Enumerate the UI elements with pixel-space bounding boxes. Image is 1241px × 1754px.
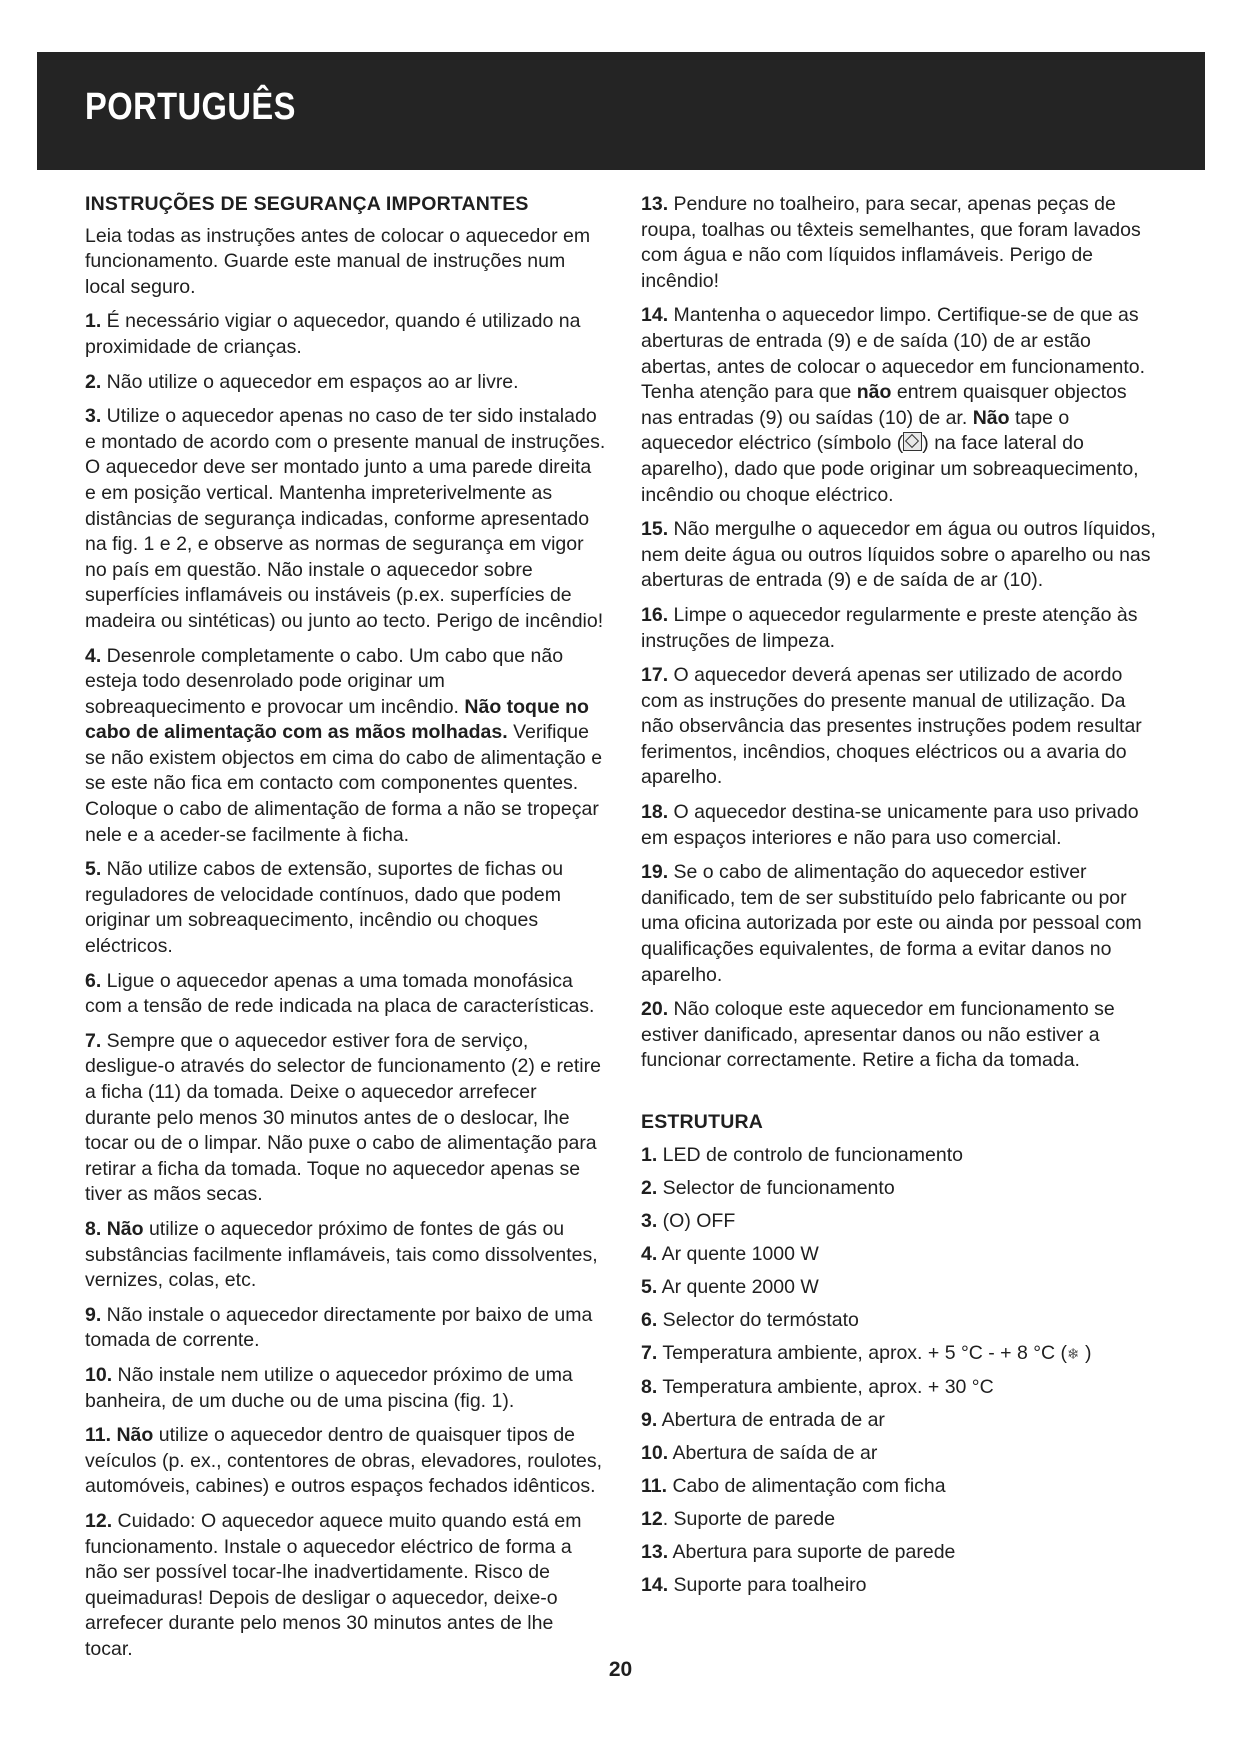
item-text: (O) OFF (657, 1209, 736, 1232)
item-number: 4. (85, 644, 102, 667)
item-text: ) (1085, 1341, 1092, 1364)
item-number: 12 (641, 1507, 663, 1530)
list-item (641, 1506, 1161, 1532)
safety-intro: Leia todas as instruções antes de colocar o aquecedor em funcionamento. Guarde este manual de instruções num local seguro. (85, 224, 591, 298)
item-number: 8. (85, 1217, 102, 1240)
no-cover-icon (903, 432, 922, 451)
item-number: 20. (641, 998, 669, 1021)
item-text: utilize o aquecedor próximo de fontes de gás ou substâncias facilmente inflamáveis, tais como dissolventes, vernizes, colas, etc. (85, 1217, 598, 1292)
item-text: Temperatura ambiente, aprox. + 30 °C (657, 1375, 994, 1398)
safety-heading: INSTRUÇÕES DE SEGURANÇA IMPORTANTES (85, 193, 529, 215)
item-text: utilize o aquecedor dentro de quaisquer tipos de veículos (p. ex., contentores de obras, elevadores, roulotes, automóveis, cabines) e outros espaços fechados idênticos. (85, 1424, 603, 1498)
item-text: Abertura para suporte de parede (668, 1540, 956, 1563)
item-number: 17. (641, 664, 669, 687)
item-number: 9. (641, 1408, 658, 1431)
item-number: 6. (85, 969, 102, 992)
list-item (641, 1175, 1161, 1201)
list-item (641, 1307, 1161, 1333)
item-number: 2. (641, 1176, 658, 1199)
list-item (641, 1340, 1161, 1367)
page-number: 20 (608, 1658, 633, 1681)
item-text: O aquecedor destina-se unicamente para uso privado em espaços interiores e não para uso comercial. (641, 801, 1139, 849)
structure-list (641, 1142, 1161, 1598)
item-text: Não coloque este aquecedor em funcionamento se estiver danificado, apresentar danos ou não estiver a funcionar correctamente. Retire a ficha da tomada. (641, 998, 1115, 1072)
safety-item-2 (85, 370, 606, 396)
item-warning: Não (972, 406, 1010, 429)
item-text: Ar quente 2000 W (657, 1275, 819, 1298)
item-number: 18. (641, 801, 669, 824)
safety-item-14 (641, 303, 1161, 508)
item-number: 7. (641, 1341, 658, 1364)
structure-section (641, 1110, 1161, 1598)
item-number: 16. (641, 603, 669, 626)
item-number: 12. (85, 1509, 113, 1532)
item-text: Não instale nem utilize o aquecedor próximo de uma banheira, de um duche ou de uma piscina (fig. 1). (85, 1363, 573, 1412)
list-item (641, 1208, 1161, 1234)
item-text: Ar quente 1000 W (657, 1242, 819, 1265)
item-text: ) na face lateral do aparelho), dado que pode originar um sobreaquecimento, incêndio ou choque eléctrico. (641, 432, 1139, 506)
item-text: Não instale o aquecedor directamente por baixo de uma tomada de corrente. (85, 1303, 593, 1352)
item-text: É necessário vigiar o aquecedor, quando é utilizado na proximidade de crianças. (85, 310, 581, 358)
item-text: Não mergulhe o aquecedor em água ou outros líquidos, nem deite água ou outros líquidos sobre o aparelho ou nas aberturas de entrada (9) e de saída de ar (10). (641, 518, 1156, 592)
safety-item-8 (85, 1217, 606, 1294)
list-item (641, 1374, 1161, 1400)
safety-item-5 (85, 857, 606, 959)
list-item (641, 1572, 1161, 1598)
item-warning: não (856, 381, 892, 404)
item-warning: Não (116, 1424, 154, 1447)
list-item (641, 1473, 1161, 1499)
item-number: 1. (85, 310, 102, 333)
item-text: Utilize o aquecedor apenas no caso de ter sido instalado e montado de acordo com o presente manual de instruções. O aquecedor deve ser montado junto a uma parede direita e em posição vertical. Mantenha impreterivelmente as distâncias de segurança indicadas, conforme apresentado na fig. 1 e 2, e observe as normas de segurança em vigor no país em questão. Não instale o aquecedor sobre superfícies inflamáveis ou instáveis (p.ex. superfícies de madeira ou sintéticas) ou junto ao tecto. Perigo de incêndio! (85, 405, 606, 632)
safety-item-12 (85, 1509, 606, 1663)
safety-item-18 (641, 800, 1161, 851)
safety-item-3 (85, 404, 606, 634)
item-number: 3. (641, 1209, 658, 1232)
safety-item-11 (85, 1423, 606, 1500)
frost-icon: ❄ (1067, 1344, 1080, 1363)
item-text: Temperatura ambiente, aprox. + 5 °C - + 8 °C ( (657, 1341, 1068, 1364)
safety-item-7 (85, 1029, 606, 1208)
item-text: Abertura de saída de ar (668, 1441, 878, 1464)
item-number: 14. (641, 1573, 669, 1596)
item-text: Limpe o aquecedor regularmente e preste atenção às instruções de limpeza. (641, 603, 1138, 652)
item-number: 10. (641, 1441, 669, 1464)
item-text: tape o aquecedor eléctrico (símbolo ( (641, 406, 1070, 455)
item-text: Se o cabo de alimentação do aquecedor estiver danificado, tem de ser substituído pelo fabricante ou por uma oficina autorizada por este ou ainda por pessoal com qualificações equivalentes, de forma a evitar danos no aparelho. (641, 861, 1142, 986)
item-number: 11. (85, 1424, 112, 1447)
item-warning: Não (106, 1217, 144, 1240)
item-number: 10. (85, 1363, 113, 1386)
safety-item-16 (641, 603, 1161, 654)
page-title: PORTUGUÊS (85, 86, 296, 128)
item-text: Não utilize o aquecedor em espaços ao ar livre. (101, 370, 519, 393)
item-number: 2. (85, 370, 102, 393)
item-text: Mantenha o aquecedor limpo. Certifique-se de que as aberturas de entrada (9) e de saída (10) de ar estão abertas, antes de colocar o aquecedor em funcionamento. Tenha atenção para que (641, 304, 1146, 404)
item-text: Não utilize cabos de extensão, suportes de fichas ou reguladores de velocidade contínuos, dado que podem originar um sobreaquecimento, incêndio ou choques eléctricos. (85, 858, 564, 958)
item-text: . Suporte de parede (662, 1507, 836, 1530)
left-column (85, 192, 606, 1671)
language-banner (37, 52, 1205, 170)
item-text: Cabo de alimentação com ficha (667, 1474, 946, 1497)
item-text: Desenrole completamente o cabo. Um cabo que não esteja todo desenrolado pode originar um sobreaquecimento e provocar um incêndio. (85, 644, 564, 718)
item-text: Ligue o aquecedor apenas a uma tomada monofásica com a tensão de rede indicada na placa de características. (85, 969, 595, 1018)
list-item (641, 1539, 1161, 1565)
item-text: LED de controlo de funcionamento (657, 1143, 963, 1166)
item-number: 15. (641, 518, 669, 541)
item-number: 14. (641, 304, 669, 327)
item-text: Abertura de entrada de ar (657, 1408, 885, 1431)
safety-item-4 (85, 644, 606, 849)
item-number: 19. (641, 861, 669, 884)
item-text: O aquecedor deverá apenas ser utilizado de acordo com as instruções do presente manual de utilização. Da não observância das presentes instruções podem resultar ferimentos, incêndios, choques eléctricos ou a avaria do aparelho. (641, 664, 1142, 789)
item-number: 13. (641, 193, 669, 215)
item-number: 1. (641, 1143, 658, 1166)
safety-item-17 (641, 663, 1161, 791)
safety-item-20 (641, 997, 1161, 1074)
safety-item-15 (641, 517, 1161, 594)
safety-item-13 (641, 192, 1161, 294)
item-number: 4. (641, 1242, 658, 1265)
item-number: 7. (85, 1029, 102, 1052)
safety-item-9 (85, 1303, 606, 1354)
item-number: 9. (85, 1303, 102, 1326)
list-item (641, 1142, 1161, 1168)
list-item (641, 1440, 1161, 1466)
item-text: Selector de funcionamento (657, 1176, 895, 1199)
item-text: Selector do termóstato (657, 1308, 859, 1331)
item-text: Suporte para toalheiro (668, 1573, 867, 1596)
item-text: Verifique se não existem objectos em cima do cabo de alimentação e se este não fica em contacto com componentes quentes. Coloque o cabo de alimentação de forma a não se tropeçar nele e a aceder-se facilmente à ficha. (85, 721, 603, 846)
item-number: 5. (641, 1275, 658, 1298)
item-text: Cuidado: O aquecedor aquece muito quando está em funcionamento. Instale o aquecedor eléctrico de forma a não ser possível tocar-lhe inadvertidamente. Risco de queimaduras! Depois de desligar o aquecedor, deixe-o arrefecer durante pelo menos 30 minutos antes de lhe tocar. (85, 1509, 582, 1660)
item-number: 11. (641, 1474, 668, 1497)
item-number: 8. (641, 1375, 658, 1398)
item-number: 13. (641, 1540, 669, 1563)
list-item (641, 1241, 1161, 1267)
right-column (641, 192, 1161, 1605)
safety-item-1 (85, 309, 606, 360)
structure-heading: ESTRUTURA (641, 1111, 764, 1133)
item-warning: Não toque no cabo de alimentação com as mãos molhadas. (85, 695, 589, 744)
item-number: 6. (641, 1308, 658, 1331)
list-item (641, 1274, 1161, 1300)
safety-item-10 (85, 1363, 606, 1414)
item-text: Pendure no toalheiro, para secar, apenas peças de roupa, toalhas ou têxteis semelhantes, que foram lavados com água e não com líquidos inflamáveis. Perigo de incêndio! (641, 193, 1141, 292)
safety-item-6 (85, 969, 606, 1020)
item-number: 5. (85, 858, 102, 881)
safety-item-19 (641, 860, 1161, 988)
list-item (641, 1407, 1161, 1433)
item-number: 3. (85, 405, 102, 428)
item-text: Sempre que o aquecedor estiver fora de serviço, desligue-o através do selector de funcionamento (2) e retire a ficha (11) da tomada. Deixe o aquecedor arrefecer durante pelo menos 30 minutos antes de o deslocar, lhe tocar ou de o limpar. Não puxe o cabo de alimentação para retirar a ficha da tomada. Toque no aquecedor apenas se tiver as mãos secas. (85, 1029, 601, 1206)
item-text: entrem quaisquer objectos nas entradas (9) ou saídas (10) de ar. (641, 381, 1127, 429)
